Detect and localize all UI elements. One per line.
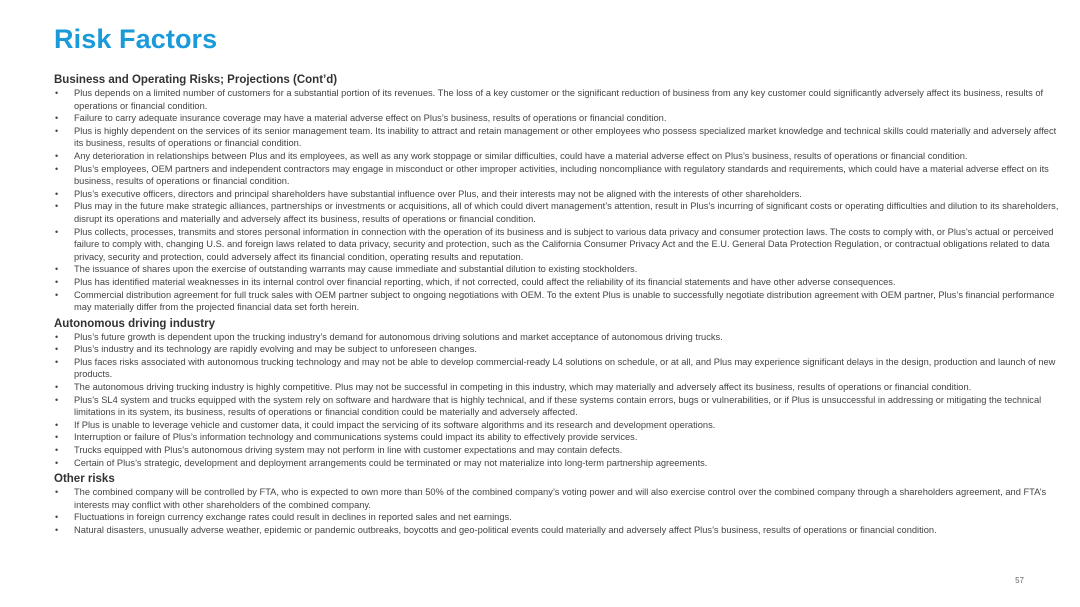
list-item: • Plus faces risks associated with autonomous trucking technology and may not be able to develop commercial-ready L4 solutions on schedule, or at all, and Plus may experience significant delays in the design, production and launch of new products.: [54, 356, 1060, 381]
section-business-operating-risks: [54, 73, 1060, 314]
list-item: • Plus’s executive officers, directors and principal shareholders have substantial influence over Plus, and their interests may not be aligned with the interests of other shareholders.: [54, 188, 1060, 201]
list-item: • Plus’s SL4 system and trucks equipped with the system rely on software and hardware that is highly technical, and if these systems contain errors, bugs or vulnerabilities, or if Plus is unsuccessful in addressing or mitigating the technical limitations in its system, its business, results of operations or financial condition could be materially and adversely affected.: [54, 394, 1060, 419]
section-heading: Business and Operating Risks; Projections (Cont’d): [54, 74, 338, 86]
list-item: • Plus collects, processes, transmits and stores personal information in connection with the operation of its business and is subject to various data privacy and consumer protection laws. The costs to comply with, or Plus’s actual or perceived failure to comply with, changing U.S. and foreign laws related to data privacy, security and protection, such as the California Consumer Privacy Act and the E.U. General Data Protection Regulation, or contractual obligations related to data privacy, security and protection, could adversely affect its financial condition, operating results and reputation.: [54, 226, 1060, 264]
bullet-list: [54, 87, 1060, 314]
page-title: Risk Factors: [54, 24, 218, 54]
list-item: • The combined company will be controlled by FTA, who is expected to own more than 50% of the combined company’s voting power and will also exercise control over the combined company through a shareholders agreement, and FTA’s interests may conflict with other shareholders of the combined company.: [54, 486, 1060, 511]
list-item: • Failure to carry adequate insurance coverage may have a material adverse effect on Plus’s business, results of operations or financial condition.: [54, 112, 1060, 125]
risk-content: [54, 73, 1060, 537]
list-item: • Plus has identified material weaknesses in its internal control over financial reporting, which, if not corrected, could affect the reliability of its financial statements and have other adverse consequences.: [54, 276, 1060, 289]
list-item: • If Plus is unable to leverage vehicle and customer data, it could impact the servicing of its software algorithms and its research and development operations.: [54, 419, 1060, 432]
section-heading: Other risks: [54, 473, 115, 486]
list-item: • Natural disasters, unusually adverse weather, epidemic or pandemic outbreaks, boycotts and geo-political events could materially and adversely affect Plus’s business, results of operations or financial condition.: [54, 524, 1060, 537]
section-autonomous-driving-industry: [54, 317, 1060, 470]
list-item: • Fluctuations in foreign currency exchange rates could result in declines in reported sales and net earnings.: [54, 511, 1060, 524]
section-other-risks: [54, 472, 1060, 536]
list-item: • Plus’s future growth is dependent upon the trucking industry’s demand for autonomous driving solutions and market acceptance of autonomous driving trucks.: [54, 331, 1060, 344]
list-item: • Plus may in the future make strategic alliances, partnerships or investments or acquisitions, all of which could divert management’s attention, result in Plus’s incurring of significant costs or operating difficulties and dilution to its shareholders, disrupt its operations and materially and adversely affect its business, results of operations or financial condition.: [54, 200, 1060, 225]
list-item: • Interruption or failure of Plus’s information technology and communications systems could impact its ability to effectively provide services.: [54, 431, 1060, 444]
section-heading: Autonomous driving industry: [54, 317, 215, 330]
list-item: • Plus’s industry and its technology are rapidly evolving and may be subject to unforeseen changes.: [54, 343, 1060, 356]
list-item: • Any deterioration in relationships between Plus and its employees, as well as any work stoppage or similar difficulties, could have a material adverse effect on Plus’s business, results of operations or financial condition.: [54, 150, 1060, 163]
bullet-list: [54, 486, 1060, 536]
bullet-list: [54, 331, 1060, 470]
list-item: • Commercial distribution agreement for full truck sales with OEM partner subject to ongoing negotiations with OEM. To the extent Plus is unable to successfully negotiate distribution agreement with OEM partner, Plus’s financial performance may materially differ from the projected financial data set forth herein.: [54, 289, 1060, 314]
list-item: • Plus is highly dependent on the services of its senior management team. Its inability to attract and retain management or other employees who possess specialized market knowledge and technical skills could materially and adversely affect its business, results of operations or financial condition.: [54, 125, 1060, 150]
list-item: • Plus depends on a limited number of customers for a substantial portion of its revenues. The loss of a key customer or the significant reduction of business from any key customer could significantly adversely affect its business, results of operations or financial condition.: [54, 87, 1060, 112]
list-item: • The autonomous driving trucking industry is highly competitive. Plus may not be successful in competing in this industry, which may materially and adversely affect its business, results of operations or financial condition.: [54, 381, 1060, 394]
page-number: 57: [1015, 576, 1024, 585]
list-item: • Certain of Plus’s strategic, development and deployment arrangements could be terminated or may not materialize into long-term partnership agreements.: [54, 457, 1060, 470]
list-item: • Plus’s employees, OEM partners and independent contractors may engage in misconduct or other improper activities, including noncompliance with regulatory standards and requirements, which could have a material adverse effect on its business, results of operations or financial condition.: [54, 163, 1060, 188]
list-item: • Trucks equipped with Plus’s autonomous driving system may not perform in line with customer expectations and may contain defects.: [54, 444, 1060, 457]
list-item: • The issuance of shares upon the exercise of outstanding warrants may cause immediate and substantial dilution to existing stockholders.: [54, 263, 1060, 276]
